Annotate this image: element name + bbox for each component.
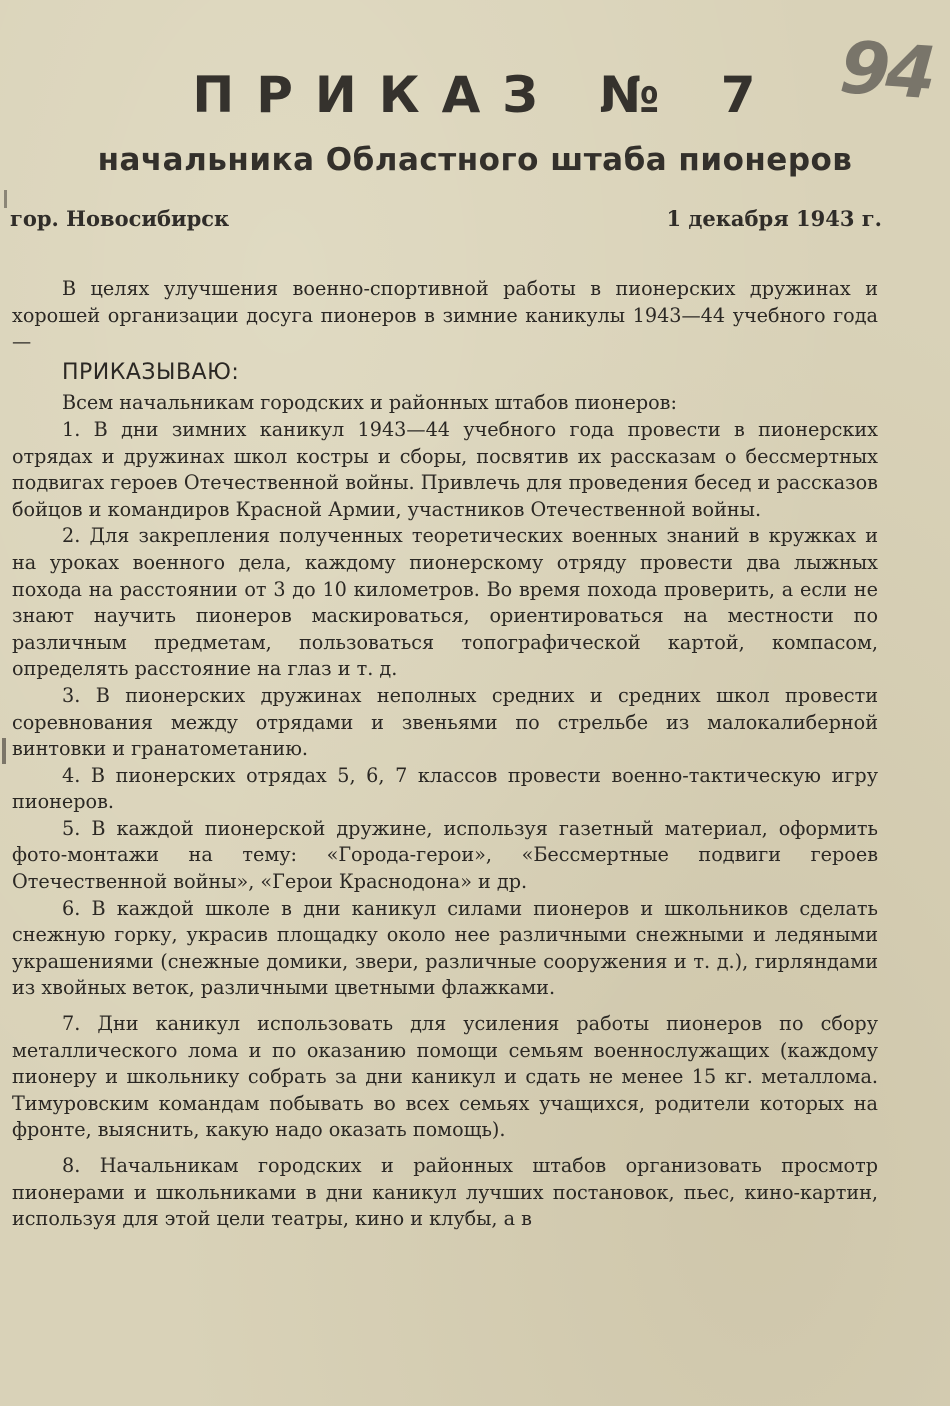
order-item-6: 6. В каждой школе в дни каникул силами пионеров и школьников сделать снежную горку, украсив площадку около нее различными снежными и ледяными украшениями (снежные домики, звери, различные сооружения и т. д.), гирляндами из хвойных веток, различными цветными флажками. <box>12 896 878 1000</box>
archive-page-number: 94 <box>836 24 935 116</box>
margin-mark <box>2 738 6 764</box>
issue-place: гор. Новосибирск <box>10 206 230 231</box>
order-item-1: 1. В дни зимних каникул 1943—44 учебного года провести в пионерских отрядах и дружинах школ костры и сборы, посвятив их рассказам о бессмертных подвигах героев Отечественной войны. Привлечь для проведения бесед и рассказов бойцов и командиров Красной Армии, участников Отечественной войны. <box>12 417 878 521</box>
order-item-2: 2. Для закрепления полученных теоретических военных знаний в кружках и на уроках военного дела, каждому пионерскому отряду провести два лыжных похода на расстоянии от 3 до 10 километров. Во время похода проверить, а если не знают научить пионеров маскироваться, ориентироваться на местности по различным предметам, пользоваться топографической картой, компасом, определять расстояние на глаз и т. д. <box>12 524 878 681</box>
addressees-line: Всем начальникам городских и районных штабов пионеров: <box>62 391 677 415</box>
order-item-3: 3. В пионерских дружинах неполных средних и средних школ провести соревнования между отрядами и звеньями по стрельбе из малокалиберной винтовки и гранатометанию. <box>12 683 878 761</box>
document-body <box>12 276 878 1233</box>
document-subtitle: начальника Областного штаба пионеров <box>97 142 853 178</box>
order-item-5: 5. В каждой пионерской дружине, используя газетный материал, оформить фото-монтажи на тему: «Города-герои», «Бессмертные подвиги героев Отечественной войны», «Герои Краснодона» и др. <box>12 816 878 894</box>
intro-paragraph: В целях улучшения военно-спортивной работы в пионерских дружинах и хорошей организации досуга пионеров в зимние каникулы 1943—44 учебного года— <box>12 277 878 354</box>
margin-mark <box>4 190 7 208</box>
order-item-7: 7. Дни каникул использовать для усиления работы пионеров по сбору металлического лома и по оказанию помощи семьям военнослужащих (каждому пионеру и школьнику собрать за дни каникул и сдать не менее 15 кг. металлома. Тимуровским командам побывать во всех семьях учащихся, родители которых на фронте, выяснить, какую надо оказать помощь). <box>12 1012 878 1142</box>
issue-date: 1 декабря 1943 г. <box>666 206 882 231</box>
order-word: ПРИКАЗЫВАЮ: <box>62 359 240 385</box>
order-item-4: 4. В пионерских отрядах 5, 6, 7 классов провести военно-тактическую игру пионеров. <box>12 763 878 814</box>
order-item-8: 8. Начальникам городских и районных штабов организовать просмотр пионерами и школьниками в дни каникул лучших постановок, пьес, кино-картин, используя для этой цели театры, кино и клубы, а в <box>12 1154 878 1231</box>
document-title: ПРИКАЗ № 7 <box>192 66 778 124</box>
